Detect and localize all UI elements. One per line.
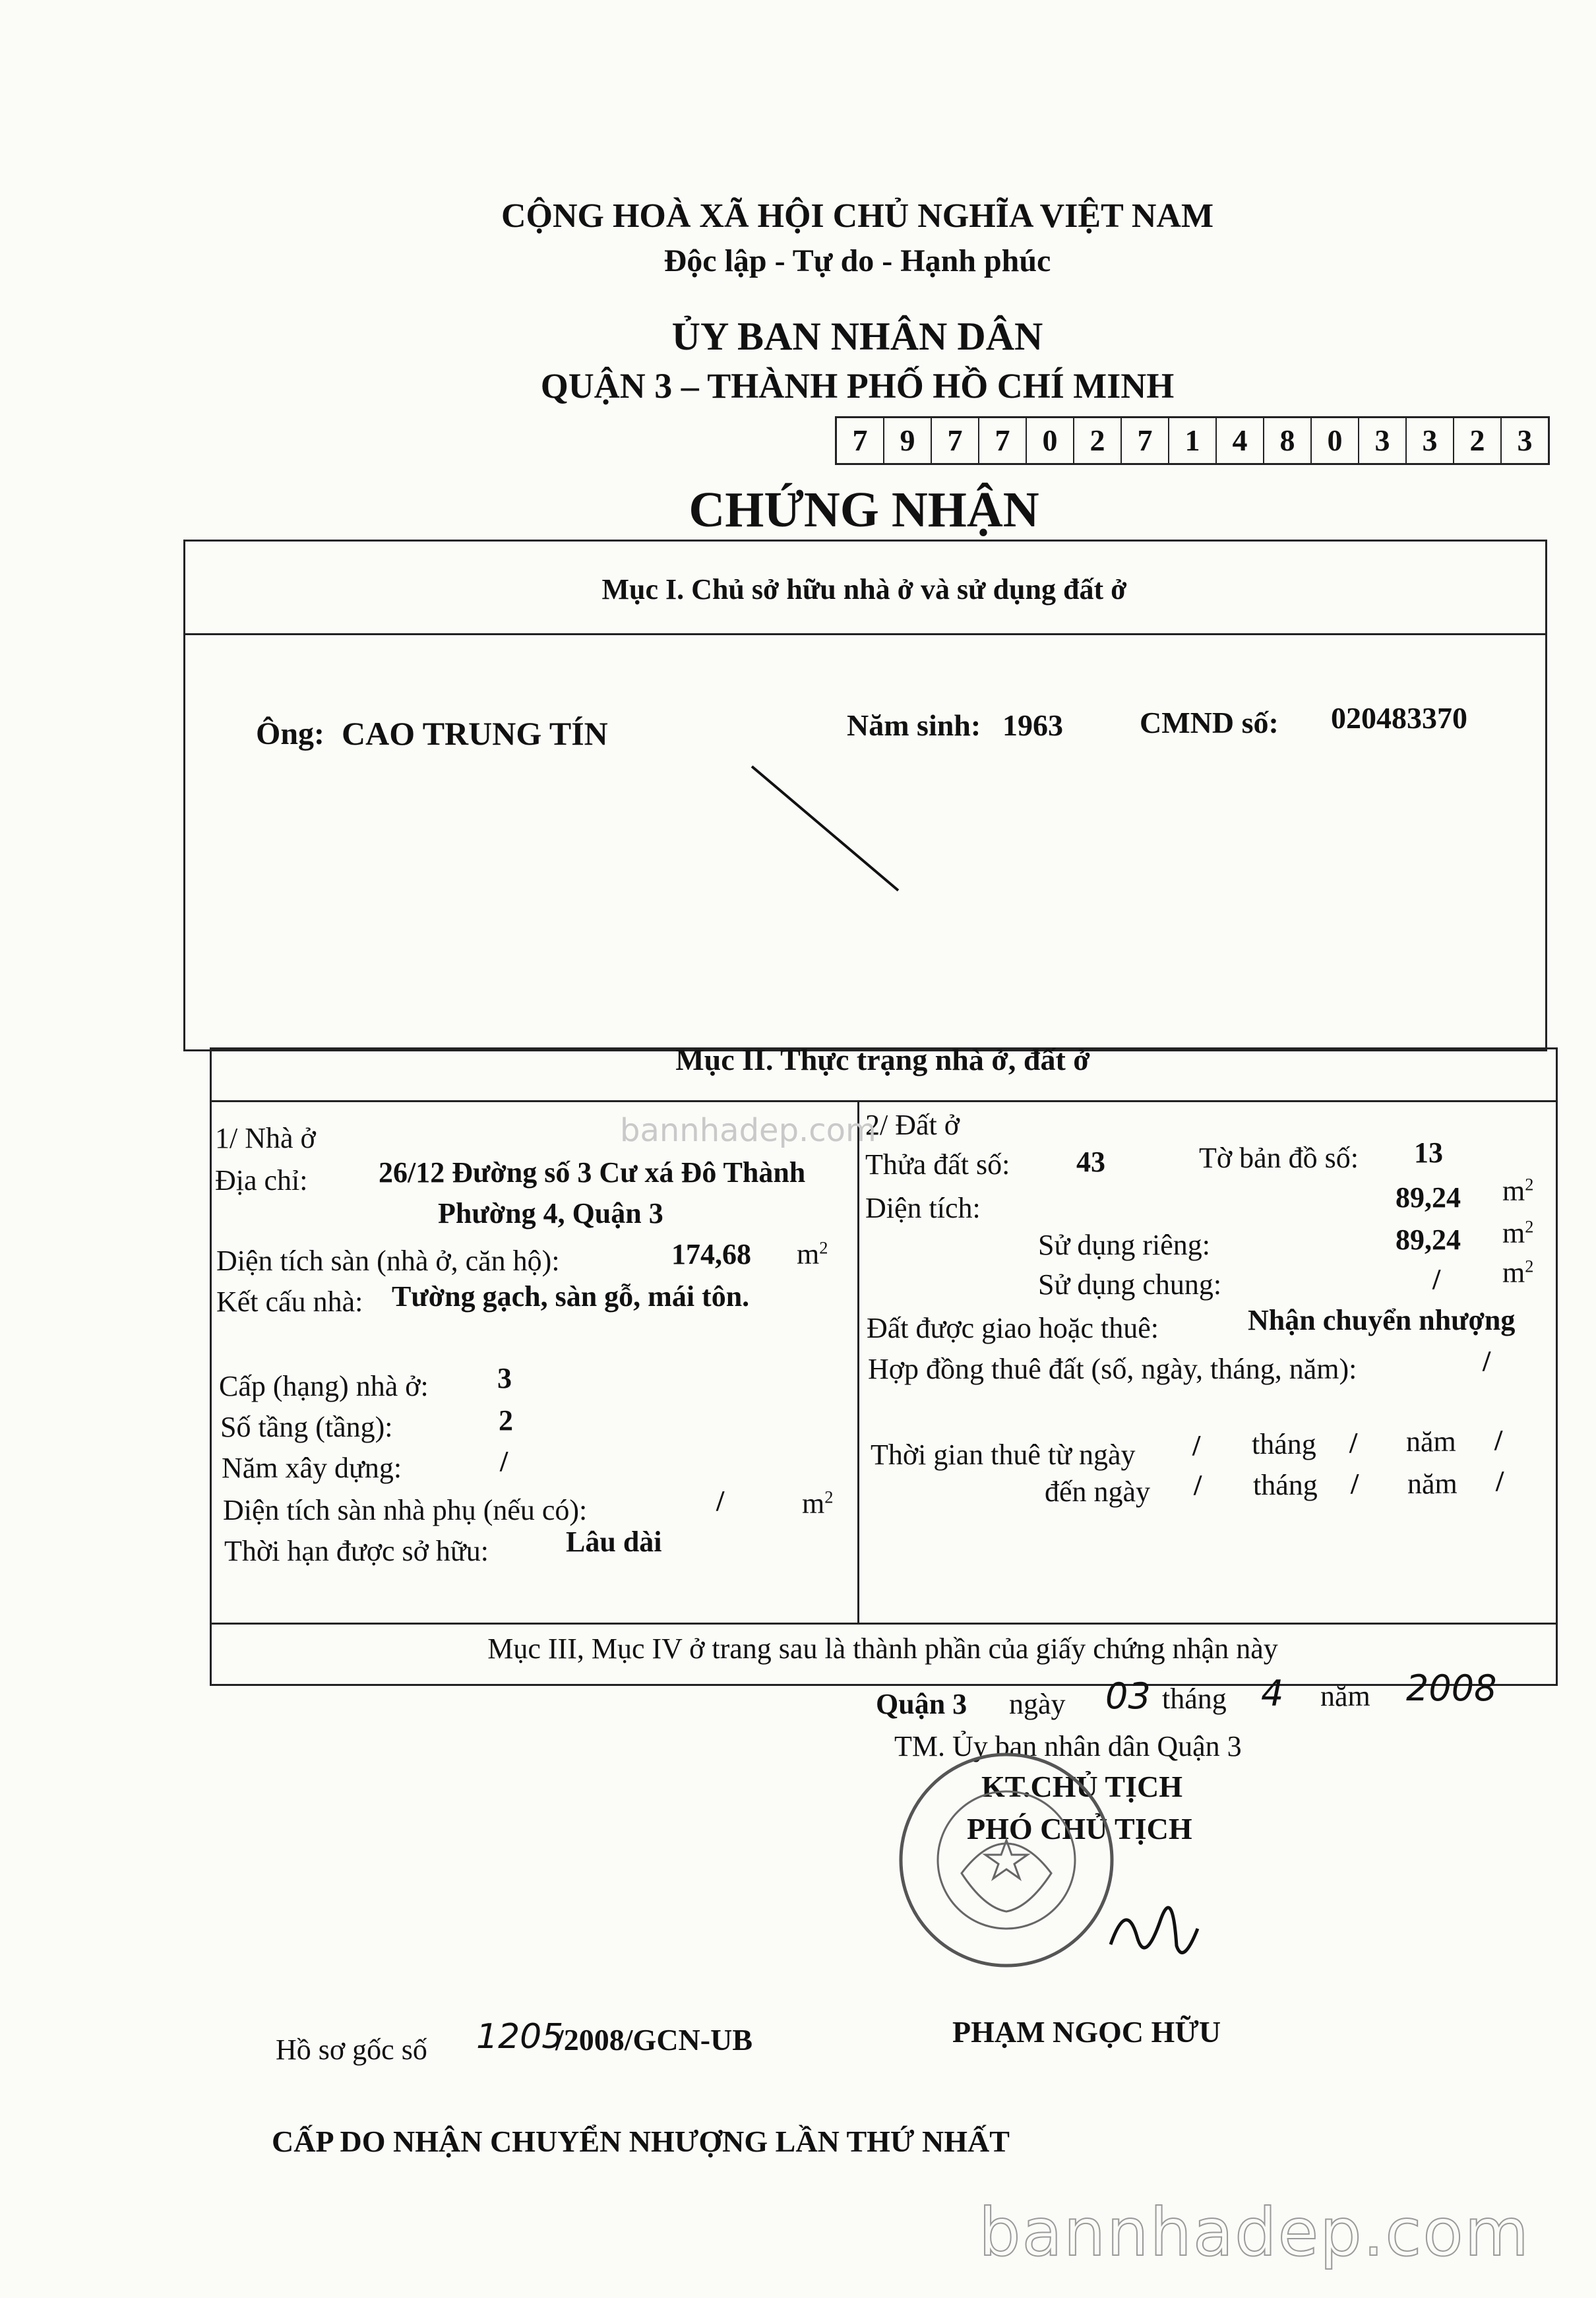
serial-digit: 3: [1359, 418, 1407, 463]
floors-label: Số tầng (tầng):: [220, 1411, 393, 1443]
map-sheet-label: Tờ bản đồ số:: [1199, 1142, 1359, 1174]
birth-label: Năm sinh:: [847, 708, 981, 742]
allocation-label: Đất được giao hoặc thuê:: [867, 1312, 1159, 1344]
land-area-value: 89,24: [1396, 1181, 1461, 1214]
unit: m: [802, 1487, 825, 1520]
cancel-stroke: [745, 759, 910, 904]
day-label: ngày: [1009, 1688, 1066, 1720]
divider: [183, 633, 1545, 635]
nation-title: CỘNG HOÀ XÃ HỘI CHỦ NGHĨA VIỆT NAM: [501, 197, 1214, 235]
motto: Độc lập - Tự do - Hạnh phúc: [663, 243, 1051, 278]
signature-stroke: [1111, 1908, 1198, 1952]
lease-to-year-label: năm: [1407, 1468, 1458, 1500]
owner-name: CAO TRUNG TÍN: [342, 715, 608, 752]
unit-exponent: 2: [1525, 1256, 1534, 1276]
id-label: CMND số:: [1140, 706, 1279, 739]
address-line2: Phường 4, Quận 3: [438, 1197, 663, 1229]
structure-label: Kết cấu nhà:: [216, 1286, 363, 1318]
floor-area-value: 174,68: [671, 1238, 751, 1270]
section1-heading: Mục I. Chủ sở hữu nhà ở và sử dụng đất ở: [601, 573, 1127, 606]
serial-digit: 8: [1264, 418, 1312, 463]
serial-digit: 0: [1027, 418, 1074, 463]
kt-chairman: KT.CHỦ TỊCH: [981, 1770, 1183, 1803]
aux-area-unit: [802, 1487, 833, 1520]
unit-exponent: 2: [819, 1237, 828, 1258]
parcel-value: 43: [1076, 1146, 1105, 1178]
address-label: Địa chỉ:: [215, 1164, 308, 1196]
term-label: Thời hạn được sở hữu:: [224, 1535, 489, 1567]
unit-exponent: 2: [824, 1487, 834, 1507]
serial-digit: 3: [1517, 423, 1533, 457]
lease-to-day: /: [1194, 1469, 1202, 1501]
lease-from-month: /: [1349, 1427, 1358, 1459]
district-title: QUẬN 3 – THÀNH PHỐ HỒ CHÍ MINH: [540, 366, 1175, 406]
id-number: 020483370: [1331, 701, 1467, 735]
grade-value: 3: [497, 1362, 512, 1394]
private-use-value: 89,24: [1396, 1224, 1461, 1256]
serial-digit: 4: [1217, 418, 1264, 463]
unit: m: [1502, 1175, 1525, 1207]
signing-year: 2008: [1406, 1667, 1497, 1709]
lease-to-year: /: [1496, 1465, 1504, 1497]
footer-note: Mục III, Mục IV ở trang sau là thành phần của giấy chứng nhận này: [487, 1632, 1278, 1665]
owner-prefix: Ông:: [256, 716, 325, 751]
serial-digit: 7: [932, 418, 979, 463]
floor-area-unit: [797, 1237, 828, 1271]
aux-area-value: /: [716, 1485, 725, 1517]
structure-value: Tường gạch, sàn gỗ, mái tôn.: [392, 1280, 750, 1313]
lease-from-year-label: năm: [1406, 1425, 1456, 1458]
watermark-small: bannhadep.com: [620, 1112, 876, 1149]
vice-chairman: PHÓ CHỦ TỊCH: [967, 1812, 1192, 1846]
shared-use-label: Sử dụng chung:: [1038, 1268, 1222, 1301]
lease-to-label: đến ngày: [1045, 1475, 1151, 1508]
house-title: 1/ Nhà ở: [215, 1122, 316, 1154]
record-suffix: /2008/GCN-UB: [555, 2023, 752, 2057]
divider: [210, 1623, 1556, 1625]
record-label: Hồ sơ gốc số: [276, 2034, 427, 2066]
term-value: Lâu dài: [566, 1526, 662, 1558]
cancel-stroke-line: [752, 766, 898, 890]
unit: m: [797, 1238, 820, 1270]
on-behalf: TM. Ủy ban nhân dân Quận 3: [894, 1730, 1242, 1762]
seal-outer-ring: [901, 1755, 1112, 1966]
land-area-label: Diện tích:: [865, 1192, 981, 1224]
built-label: Năm xây dựng:: [222, 1452, 402, 1484]
allocation-value: Nhận chuyển nhượng: [1248, 1304, 1516, 1336]
serial-number-box: [835, 416, 1550, 465]
seal-emblem: [962, 1844, 1051, 1911]
parcel-label: Thửa đất số:: [865, 1148, 1010, 1181]
lease-contract-value: /: [1483, 1345, 1491, 1377]
signing-place: Quận 3: [876, 1688, 967, 1720]
month-label: tháng: [1162, 1683, 1227, 1715]
lease-from-month-label: tháng: [1252, 1428, 1316, 1460]
year-label: năm: [1320, 1680, 1370, 1712]
lease-to-month: /: [1351, 1468, 1359, 1500]
lease-from-year: /: [1494, 1424, 1503, 1456]
serial-digit: 1: [1169, 418, 1217, 463]
seal-inner-ring: [938, 1791, 1075, 1929]
signer-name: PHẠM NGỌC HỮU: [952, 2015, 1221, 2049]
lease-to-month-label: tháng: [1253, 1469, 1318, 1501]
land-area-unit: [1502, 1174, 1533, 1208]
shared-use-unit: [1502, 1256, 1533, 1289]
lease-from-day: /: [1192, 1429, 1201, 1462]
map-sheet-value: 13: [1414, 1136, 1443, 1169]
section2-heading: Mục II. Thực trạng nhà ở, đất ở: [675, 1043, 1090, 1076]
unit: m: [1502, 1217, 1525, 1249]
unit-exponent: 2: [1525, 1216, 1534, 1237]
shared-use-value: /: [1432, 1263, 1441, 1295]
column-divider: [857, 1100, 859, 1623]
serial-digit: 7: [1122, 418, 1169, 463]
private-use-label: Sử dụng riêng:: [1038, 1229, 1210, 1261]
grade-label: Cấp (hạng) nhà ở:: [219, 1370, 429, 1402]
floor-area-label: Diện tích sàn (nhà ở, căn hộ):: [216, 1245, 560, 1277]
serial-digit: 9: [884, 418, 932, 463]
birth-year: 1963: [1002, 708, 1063, 742]
signing-month: 4: [1261, 1673, 1284, 1714]
built-value: /: [500, 1445, 508, 1477]
land-title: 2/ Đất ở: [865, 1109, 960, 1141]
watermark-large: bannhadep.com: [979, 2194, 1531, 2271]
serial-digit: 2: [1454, 418, 1502, 463]
issue-note: CẤP DO NHẬN CHUYỂN NHƯỢNG LẦN THỨ NHẤT: [272, 2125, 1010, 2158]
lease-contract-label: Hợp đồng thuê đất (số, ngày, tháng, năm):: [868, 1353, 1357, 1385]
aux-area-label: Diện tích sàn nhà phụ (nếu có):: [223, 1494, 588, 1526]
floors-value: 2: [499, 1404, 513, 1437]
signing-day: 03: [1105, 1675, 1151, 1717]
serial-digit: 7: [837, 418, 884, 463]
serial-digit: 7: [979, 418, 1027, 463]
record-number: 1205: [476, 2017, 564, 2057]
serial-digit: 3: [1407, 418, 1454, 463]
certificate-title: CHỨNG NHẬN: [689, 482, 1039, 538]
private-use-unit: [1502, 1216, 1533, 1250]
lease-from-label: Thời gian thuê từ ngày: [871, 1439, 1136, 1471]
serial-digit: 0: [1312, 418, 1359, 463]
unit: m: [1502, 1257, 1525, 1289]
authority-title: ỦY BAN NHÂN DÂN: [671, 315, 1043, 358]
divider: [210, 1100, 1556, 1102]
address-line1: 26/12 Đường số 3 Cư xá Đô Thành: [379, 1156, 806, 1189]
unit-exponent: 2: [1525, 1174, 1534, 1195]
signature: [1100, 1873, 1232, 1972]
serial-digit: 2: [1074, 418, 1122, 463]
